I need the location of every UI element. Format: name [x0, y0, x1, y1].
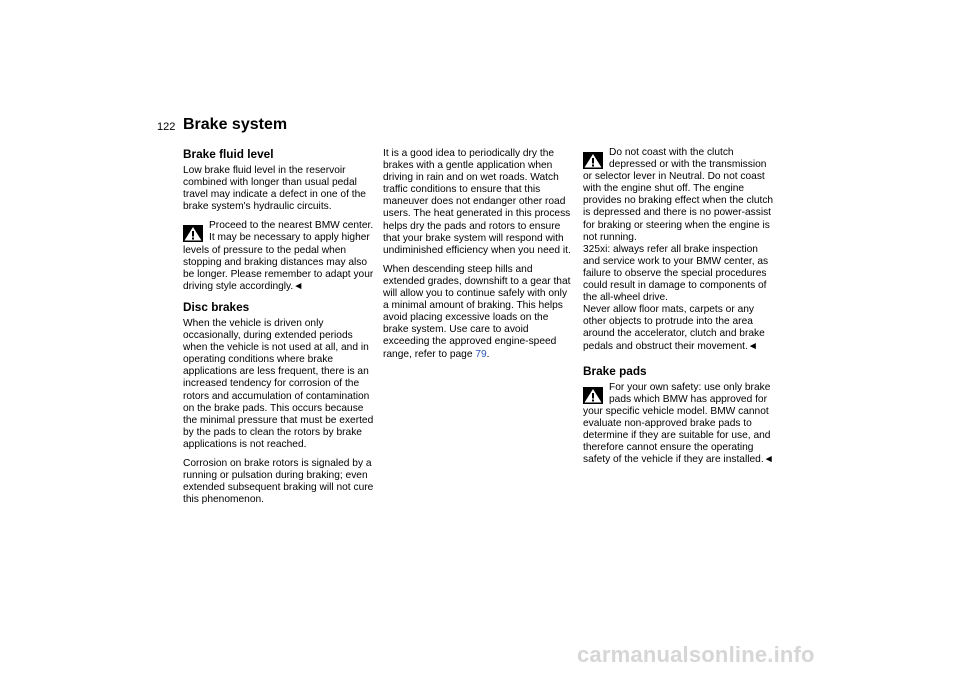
disc-brakes-p1: When the vehicle is driven only occasionally, during extended periods when the vehicle is not used at all, and in operating conditions where brake applications are less frequent, there is an increased tendency for corrosion of the rotors and accumulation of contamination on the brake pads. This occurs because the minimal pressure that must be exerted by the pads to clean the rotors by brake applications is not reached. [183, 317, 374, 450]
disc-brakes-p2: Corrosion on brake rotors is signaled by a running or pulsation during braking; even extended subsequent braking will not cure this phenomenon. [183, 457, 374, 506]
page-title: Brake system [183, 116, 288, 133]
page-number: 122 [157, 121, 176, 133]
page-reference-link[interactable]: 79 [475, 348, 487, 360]
brake-fluid-warning-text: Proceed to the nearest BMW center. It may be necessary to apply higher levels of pressure to the pedal when stopping and braking distances may also be longer. Please remember to adapt your driving style accordingly.◄ [183, 220, 374, 292]
brake-pads-heading: Brake pads [583, 363, 647, 378]
column-2 [383, 148, 575, 368]
brake-fluid-warning [183, 220, 375, 293]
coasting-warning-text: Do not coast with the clutch depressed or with the transmission or selector lever in Neutral. Do not coast with the engine shut off. The engine provides no braking effect when the clutch is depressed and there is no power-assist for braking or steering when the engine is not running. [583, 147, 774, 243]
disc-brakes-p4 [383, 264, 575, 361]
column-3 [583, 148, 775, 474]
disc-brakes-p4-end: . [486, 348, 490, 360]
disc-brakes-heading: Disc brakes [183, 299, 250, 314]
watermark: carmanualsonline.info [577, 642, 815, 667]
disc-brakes-p3: It is a good idea to periodically dry the brakes with a gentle application when driving in rain and on wet roads. Watch traffic conditions to ensure that this maneuver does not endanger other road users. The heat generated in this process helps dry the pads and rotors to ensure that your brake system will respond with undiminished efficiency when you need it. [383, 148, 571, 256]
service-warning-text: 325xi: always refer all brake inspection and service work to your BMW center, as failure to observe the special procedures could result in damage to components of the all-wheel drive. [583, 243, 769, 304]
warning-triangle-icon [583, 152, 603, 169]
column-1 [183, 148, 375, 513]
warning-triangle-icon [183, 225, 203, 242]
brake-fluid-heading: Brake fluid level [183, 147, 274, 161]
disc-brakes-p4-text: When descending steep hills and extended grades, downshift to a gear that will allow you to continue safely with only a minimal amount of braking. This helps avoid placing excessive loads on the brake system. Use care to avoid exceeding the approved engine-speed range, refer to page [383, 263, 571, 360]
floor-mats-warning-text: Never allow floor mats, carpets or any other objects to protrude into the area around the accelerator, clutch and brake pedals and obstruct their movement.◄ [583, 304, 765, 352]
brake-pads-warning [583, 382, 775, 467]
coasting-warning [583, 147, 775, 353]
warning-triangle-icon [583, 387, 603, 404]
brake-pads-warning-text: For your own safety: use only brake pads which BMW has approved for your specific vehicle model. BMW cannot evaluate non-approved brake pads to determine if they are suitable for use, and therefore cannot ensure the operating safety of the vehicle if they are installed.◄ [583, 381, 774, 466]
brake-fluid-text: Low brake fluid level in the reservoir combined with longer than usual pedal travel may indicate a defect in one of the brake system's hydraulic circuits. [183, 165, 366, 213]
